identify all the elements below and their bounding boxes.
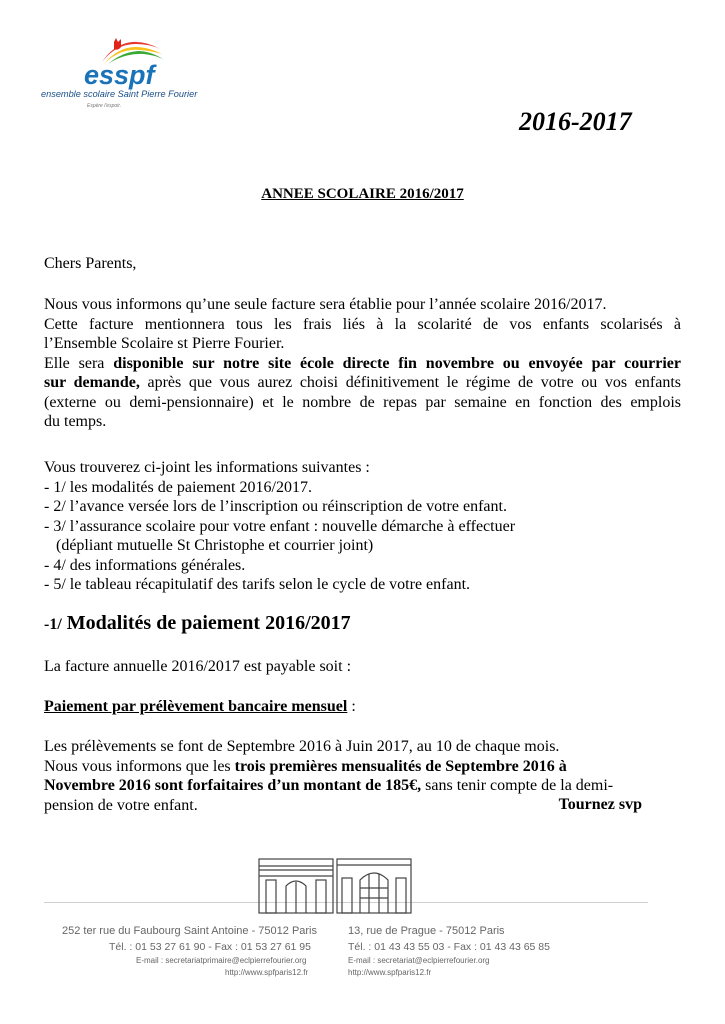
para-line: [44, 757, 681, 777]
building-right-icon: [336, 858, 412, 914]
payment-method-title: [44, 697, 681, 717]
turn-page-note: Tournez svp: [558, 796, 642, 813]
list-item: - 1/ les modalités de paiement 2016/2017.: [44, 478, 312, 496]
para-bold-text: disponible sur notre site école directe fin novembre ou envoyée par courrier: [113, 354, 681, 372]
para-line: l’Ensemble Scolaire st Pierre Fourier.: [44, 335, 285, 352]
logo-subtitle: ensemble scolaire Saint Pierre Fourier: [41, 89, 198, 99]
logo-brand: esspf: [84, 60, 155, 90]
para-bold-text: sur demande,: [44, 374, 140, 391]
para-line: [44, 354, 681, 374]
para-line: [44, 776, 681, 796]
address-website: http://www.spfparis12.fr: [225, 968, 309, 977]
footer-address-left: [62, 925, 317, 977]
list-item: - 5/ le tableau récapitulatif des tarifs selon le cycle de votre enfant.: [44, 576, 471, 593]
logo-tagline: Espère l'espoir.: [87, 103, 122, 109]
para-line: Cette facture mentionnera tous les frais liés à la scolarité de vos enfants scolarisés à: [44, 315, 681, 333]
intro-paragraph: [44, 295, 681, 432]
footer-address-right: [348, 925, 550, 977]
school-logo: [40, 38, 198, 113]
info-list: [44, 458, 681, 595]
para-line: [44, 373, 681, 393]
para-line: Les prélèvements se font de Septembre 2016 à Juin 2017, au 10 de chaque mois.: [44, 738, 560, 755]
building-left-icon: [258, 858, 334, 914]
section-number: -1/: [44, 616, 62, 633]
para-text: après que vous aurez choisi définitivement le régime de votre ou vos enfants: [139, 374, 681, 391]
year-title: 2016-2017: [519, 107, 632, 136]
list-item: - 2/ l’avance versée lors de l’inscription ou réinscription de votre enfant.: [44, 498, 507, 515]
para-line: du temps.: [44, 413, 107, 430]
section-title-text: Modalités de paiement 2016/2017: [61, 612, 351, 634]
para-bold-text: trois premières mensualités de Septembre 2016 à: [234, 757, 567, 775]
para-line: pension de votre enfant.: [44, 796, 198, 814]
address-email: E-mail : secretariatprimaire@eclpierrefourier.org: [136, 956, 307, 965]
greeting: Chers Parents,: [44, 255, 137, 272]
para-line: Nous vous informons qu’une seule facture sera établie pour l’année scolaire 2016/2017.: [44, 296, 607, 313]
para-text: Nous vous informons que les: [44, 757, 235, 775]
facture-line: La facture annuelle 2016/2017 est payable soit :: [44, 658, 352, 675]
address-street: 13, rue de Prague - 75012 Paris: [348, 925, 505, 937]
para-line: (externe ou demi-pensionnaire) et le nombre de repas par semaine en fonction des emplois: [44, 393, 681, 411]
address-website: http://www.spfparis12.fr: [348, 968, 432, 977]
address-phone: Tél. : 01 43 43 55 03 - Fax : 01 43 43 65 85: [348, 941, 550, 953]
list-item: (dépliant mutuelle St Christophe et courrier joint): [44, 537, 374, 554]
payment-colon: :: [347, 698, 356, 715]
para-text: Elle sera: [44, 354, 114, 372]
list-item: - 3/ l’assurance scolaire pour votre enfant : nouvelle démarche à effectuer: [44, 517, 516, 535]
info-intro: Vous trouverez ci-joint les informations suivantes :: [44, 459, 370, 476]
address-email: E-mail : secretariat@eclpierrefourier.org: [348, 956, 490, 965]
list-item: - 4/ des informations générales.: [44, 556, 246, 574]
address-phone: Tél. : 01 53 27 61 90 - Fax : 01 53 27 61 95: [109, 941, 311, 953]
document-heading: ANNEE SCOLAIRE 2016/2017: [261, 186, 464, 202]
para-text: sans tenir compte de la demi-: [421, 777, 614, 794]
address-street: 252 ter rue du Faubourg Saint Antoine - 75012 Paris: [62, 925, 318, 937]
section-title: [44, 612, 351, 635]
payment-method-label: Paiement par prélèvement bancaire mensuel: [44, 698, 348, 715]
para-bold-text: Novembre 2016 sont forfaitaires d’un montant de 185€,: [44, 777, 422, 794]
